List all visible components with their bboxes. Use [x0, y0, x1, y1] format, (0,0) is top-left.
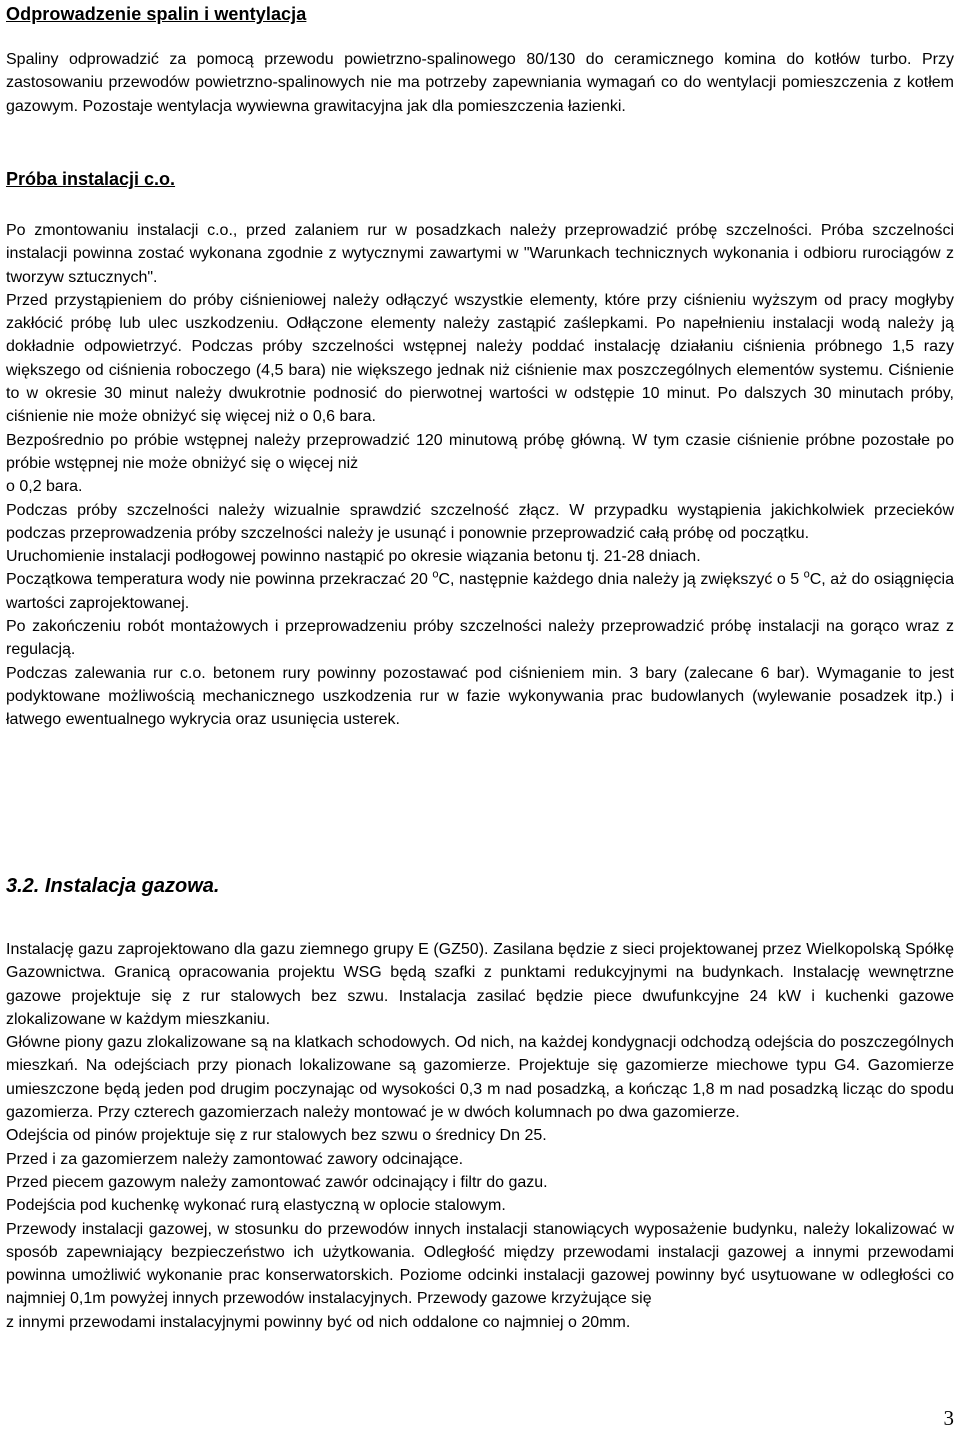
paragraph-text: Przed i za gazomierzem należy zamontować zawory odcinające. — [6, 1150, 464, 1168]
text-run: Początkowa temperatura wody nie powinna przekraczać 20 — [6, 571, 433, 589]
degree-mark: o — [432, 569, 439, 582]
paragraph-text: Po zmontowaniu instalacji c.o., przed zalaniem rur w posadzkach należy przeprowadzić próbę szczelności. Próba szczelności instalacji powinna zostać wykonana zgodnie z wytycznymi zawartymi w "Warunkach technicznych wykonania i odbioru rurociągów z tworzyw sztucznych". — [6, 222, 954, 286]
degree-mark: o — [803, 569, 810, 582]
section-heading-exhaust-ventilation: Odprowadzenie spalin i wentylacja — [6, 4, 307, 24]
paragraph-text: Podczas zalewania rur c.o. betonem rury powinny pozostawać pod ciśnieniem min. 3 bary (zalecane 6 bar). Wymaganie to jest podyktowane możliwością mechanicznego uszkodzenia rur w fazie wykonywania prac budowlanych (wylewanie posadzek itp.) i łatwego ewentualnego wykrycia oraz usunięcia usterek. — [6, 664, 954, 729]
section-heading-gas-installation: 3.2. Instalacja gazowa. — [6, 875, 220, 897]
paragraph-text: Instalację gazu zaprojektowano dla gazu ziemnego grupy E (GZ50). Zasilana będzie z sieci projektowanej przez Wielkopolską Spółkę Gazownictwa. Granicą opracowania projektu WSG będą szafki z punktami redukcyjnymi na budynkach. Instalację wewnętrzne gazowe projektuje się z rur stalowych bez szwu. Instalacja zasilać będzie piece dwufunkcyjne 24 kW i kuchenki gazowe zlokalizowane w każdym mieszkaniu. — [6, 941, 954, 1028]
text-run: C, następnie każdego dnia należy ją zwiększyć o 5 — [438, 571, 804, 589]
paragraph-temperature — [6, 568, 954, 615]
paragraph-text: o 0,2 bara. — [6, 478, 83, 496]
section-heading-co-test: Próba instalacji c.o. — [6, 169, 176, 189]
page-number: 3 — [943, 1406, 954, 1430]
text-run: C, aż do osiągnięcia wartości zaprojektowanej. — [6, 571, 954, 612]
paragraph-text: Bezpośrednio po próbie wstępnej należy przeprowadzić 120 minutową próbę główną. W tym czasie ciśnienie próbne pozostałe po próbie wstępnej nie może obniżyć się o więcej niż — [6, 431, 954, 472]
paragraph-text: Podejścia pod kuchenkę wykonać rurą elastyczną w oplocie stalowym. — [6, 1197, 506, 1215]
paragraph-text: z innymi przewodami instalacyjnymi powinny być od nich oddalone co najmniej o 20mm. — [6, 1313, 631, 1331]
paragraph-text: Odejścia od pinów projektuje się z rur stalowych bez szwu o średnicy Dn 25. — [6, 1127, 547, 1145]
section-body-gas — [6, 938, 954, 1334]
paragraph-text: Przed piecem gazowym należy zamontować zawór odcinający i filtr do gazu. — [6, 1173, 548, 1191]
paragraph-exhaust — [6, 48, 954, 118]
paragraph-text: Przed przystąpieniem do próby ciśnieniowej należy odłączyć wszystkie elementy, które przy ciśnieniu wyższym od pracy mogłyby zakłócić próbę lub ulec uszkodzeniu. Odłączone elementy należy zastąpić zaślepkami. Po napełnieniu instalacji wodą należy ją dokładnie odpowietrzyć. Podczas próby szczelności wstępnej należy poddać instalację działaniu ciśnienia próbnego 1,5 razy większego od ciśnienia roboczego (4,5 bara) nie większego jednak niż ciśnienie max poszczególnych elementów systemu. Ciśnienie to w okresie 30 minut należy dwukrotnie podnosić do pierwotnej wartości w odstępie 10 minut. Po dalszych 30 minutach próby, ciśnienie nie może obniżyć się więcej niż o 0,6 bara. — [6, 291, 954, 426]
paragraph-text: Podczas próby szczelności należy wizualnie sprawdzić szczelność złącz. W przypadku wystąpienia jakichkolwiek przecieków podczas przeprowadzenia próby szczelności należy je usunąć i ponownie przeprowadzić całą próbę od początku. — [6, 501, 954, 542]
section-body-co-test — [6, 219, 954, 732]
paragraph-text: Spaliny odprowadzić za pomocą przewodu powietrzno-spalinowego 80/130 do ceramicznego komina do kotłów turbo. Przy zastosowaniu przewodów powietrzno-spalinowych nie ma potrzeby zapewniania wymagań co do wentylacji pomieszczenia z kotłem gazowym. Pozostaje wentylacja wywiewna grawitacyjna jak dla pomieszczenia łazienki. — [6, 51, 954, 115]
paragraph-text: Uruchomienie instalacji podłogowej powinno nastąpić po okresie wiązania betonu tj. 21-28 dniach. — [6, 548, 701, 566]
paragraph-text: Przewody instalacji gazowej, w stosunku do przewodów innych instalacji stanowiących wyposażenie budynku, należy lokalizować w sposób zapewniający bezpieczeństwo ich użytkowania. Odległość między przewodami instalacji gazowej a innymi przewodami powinna umożliwić wykonanie prac konserwatorskich. Poziome odcinki instalacji gazowej powinny być usytuowane w odległości co najmniej 0,1m powyżej innych przewodów instalacyjnych. Przewody gazowe krzyżujące się — [6, 1220, 954, 1308]
paragraph-text: Główne piony gazu zlokalizowane są na klatkach schodowych. Od nich, na każdej kondygnacji odchodzą odejścia do poszczególnych mieszkań. Na odejściach przy pionach lokalizowane są gazomierze. Projektuje się gazomierze miechowe typu G4. Gazomierze umieszczone będą jeden pod drugim poczynając od wysokości 0,3 m nad posadzką, a kończąc 1,8 m nad posadzką licząc do spodu gazomierza. Przy czterech gazomierzach należy montować je w dwóch kolumnach po dwa gazomierze. — [6, 1034, 954, 1122]
paragraph-text: Po zakończeniu robót montażowych i przeprowadzeniu próby szczelności należy przeprowadzić próbę instalacji na gorąco wraz z regulacją. — [6, 618, 954, 659]
